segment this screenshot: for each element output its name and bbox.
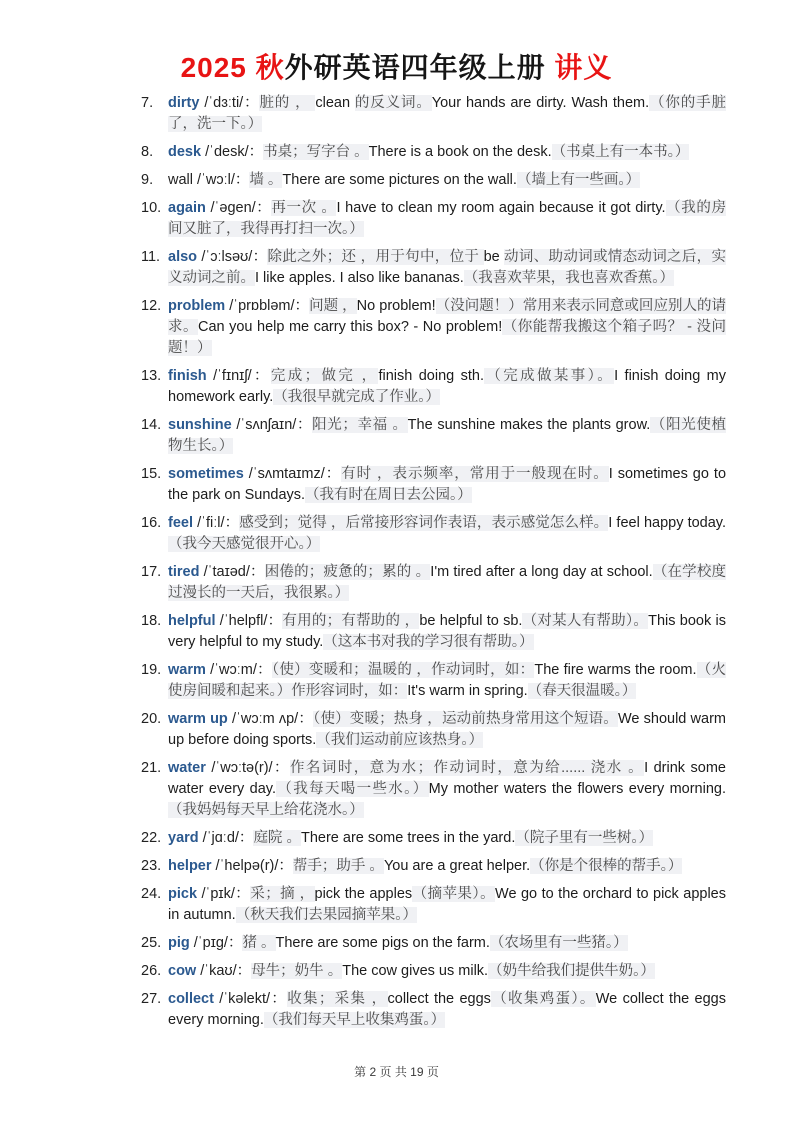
headword: desk bbox=[168, 144, 202, 160]
phonetic: /ˈwɔːm/： bbox=[205, 662, 272, 678]
definition-segment: Can you help me carry this box? - No problem! bbox=[198, 319, 503, 335]
item-number: 11. bbox=[141, 249, 161, 265]
headword: feel bbox=[168, 515, 193, 531]
phonetic: /ˈdɜːti/： bbox=[199, 95, 260, 111]
headword: collect bbox=[168, 991, 214, 1007]
headword: sunshine bbox=[168, 417, 232, 433]
definition-segment: I'm tired after a long day at school. bbox=[430, 564, 653, 580]
definition-segment: （我每天喝一些水。） bbox=[276, 781, 429, 797]
definition-segment: I have to clean my room again because it got dirty. bbox=[336, 200, 666, 216]
item-number: 7. bbox=[141, 95, 154, 111]
definition-segment: （你的手脏了，洗一下。） bbox=[168, 95, 727, 132]
headword: problem bbox=[168, 298, 226, 314]
definition-segment: （使）变暖；热身 ，运动前热身常用这个短语。 bbox=[313, 711, 618, 727]
headword: sometimes bbox=[168, 466, 244, 482]
definition-segment: You are a great helper. bbox=[383, 858, 531, 874]
phonetic: /ˈhelpə(r)/： bbox=[211, 858, 293, 874]
definition-segment: （我妈妈每天早上给花浇水。） bbox=[168, 802, 364, 818]
headword: warm bbox=[168, 662, 206, 678]
definition-segment: 除此之外；还 ，用于句中，位于 bbox=[267, 249, 484, 265]
definition-segment: 问题 ， bbox=[309, 298, 357, 314]
item-number: 23. bbox=[141, 858, 162, 874]
vocab-item bbox=[141, 856, 726, 877]
definition-segment: finish doing sth. bbox=[378, 368, 484, 384]
phonetic: /ˈhelpfl/： bbox=[215, 613, 283, 629]
definition-segment: There is a book on the desk. bbox=[368, 144, 552, 160]
definition-segment: （我很早就完成了作业。） bbox=[273, 389, 441, 405]
definition-segment: We collect the eggs every morning. bbox=[168, 991, 726, 1028]
phonetic: /ˈwɔːtə(r)/： bbox=[205, 760, 290, 776]
definition-segment: I finish doing my homework early. bbox=[168, 368, 726, 405]
headword: dirty bbox=[168, 95, 200, 111]
definition-segment: This book is very helpful to my study. bbox=[168, 613, 726, 650]
phonetic: /ˈprɒbləm/： bbox=[225, 298, 310, 314]
headword: water bbox=[168, 760, 206, 776]
definition-segment: （奶牛给我们提供牛奶。） bbox=[488, 963, 655, 979]
vocab-item bbox=[141, 828, 726, 849]
definition-segment: 作名词时，意为水；作动词时，意为给...... 浇水 。 bbox=[289, 760, 645, 776]
item-number: 18. bbox=[141, 613, 162, 629]
definition-segment: 阳光；幸福 。 bbox=[312, 417, 408, 433]
phonetic: /ˈtaɪəd/： bbox=[199, 564, 265, 580]
headword: finish bbox=[168, 368, 207, 384]
vocab-item bbox=[141, 758, 726, 821]
definition-segment: （收集鸡蛋）。 bbox=[490, 991, 596, 1007]
page-footer: 第 2 页 共 19 页 bbox=[354, 1065, 439, 1079]
definition-segment: （摘苹果）。 bbox=[412, 886, 496, 902]
headword: tired bbox=[168, 564, 200, 580]
headword: helpful bbox=[168, 613, 216, 629]
phonetic: /ˈfɪnɪʃ/： bbox=[206, 368, 271, 384]
item-number: 24. bbox=[141, 886, 162, 902]
definition-segment: No problem! bbox=[356, 298, 436, 314]
definition-segment: 脏的 ， bbox=[259, 95, 316, 111]
headword: yard bbox=[168, 830, 199, 846]
definition-segment: （完成做某事）。 bbox=[484, 368, 615, 384]
vocab-item bbox=[141, 513, 726, 555]
headword: warm up bbox=[168, 711, 228, 727]
definition-segment: 帮手；助手 。 bbox=[292, 858, 384, 874]
phonetic: /ˈəgen/： bbox=[205, 200, 272, 216]
definition-segment: There are some pictures on the wall. bbox=[282, 172, 517, 188]
title-year: 2025 秋 bbox=[180, 52, 285, 83]
definition-segment: （院子里有一些树。） bbox=[515, 830, 654, 846]
definition-segment: 困倦的；疲惫的；累的 。 bbox=[264, 564, 431, 580]
definition-segment: 采；摘 ， bbox=[250, 886, 315, 902]
item-number: 25. bbox=[141, 935, 162, 951]
item-number: 26. bbox=[141, 963, 162, 979]
phonetic: /ˈsʌmtaɪmz/： bbox=[243, 466, 342, 482]
phonetic: /ˈdesk/： bbox=[201, 144, 264, 160]
vocab-item bbox=[141, 709, 726, 751]
phonetic: /ˈwɔːm ʌp/： bbox=[227, 711, 314, 727]
phonetic: /ˈsʌnʃaɪn/： bbox=[231, 417, 313, 433]
definition-segment: （你是个很棒的帮手。） bbox=[530, 858, 683, 874]
item-number: 14. bbox=[141, 417, 162, 433]
vocab-item bbox=[141, 170, 726, 191]
vocab-item bbox=[141, 464, 726, 506]
phonetic: /ˈkaʊ/： bbox=[196, 963, 252, 979]
vocab-item bbox=[141, 366, 726, 408]
vocab-item bbox=[141, 884, 726, 926]
definition-segment: I feel happy today. bbox=[608, 515, 726, 531]
headword: cow bbox=[168, 963, 197, 979]
definition-segment: 再一次 。 bbox=[271, 200, 337, 216]
vocab-item bbox=[141, 93, 726, 135]
definition-segment: （我喜欢苹果，我也喜欢香蕉。） bbox=[463, 270, 675, 286]
item-number: 17. bbox=[141, 564, 162, 580]
definition-segment: 感受到；觉得 ，后常接形容词作表语，表示感觉怎么样。 bbox=[239, 515, 609, 531]
item-number: 13. bbox=[141, 368, 162, 384]
vocab-item bbox=[141, 611, 726, 653]
definition-segment: （使）变暖和；温暖的 ，作动词时，如： bbox=[271, 662, 535, 678]
headword: helper bbox=[168, 858, 212, 874]
definition-segment: be bbox=[483, 249, 505, 265]
vocab-item bbox=[141, 989, 726, 1031]
definition-segment: I sometimes go to the park on Sundays. bbox=[168, 466, 727, 503]
phonetic: /ˈɔːlsəʊ/： bbox=[197, 249, 268, 265]
headword: pick bbox=[168, 886, 198, 902]
definition-segment: （我今天感觉很开心。） bbox=[168, 536, 321, 552]
definition-segment: collect the eggs bbox=[387, 991, 491, 1007]
vocab-item bbox=[141, 660, 726, 702]
definition-segment: （春天很温暖。） bbox=[527, 683, 637, 699]
definition-segment: （这本书对我的学习很有帮助。） bbox=[323, 634, 534, 650]
headword: also bbox=[168, 249, 198, 265]
phonetic: /ˈkəlekt/： bbox=[213, 991, 288, 1007]
definition-segment: pick the apples bbox=[314, 886, 413, 902]
item-number: 27. bbox=[141, 991, 162, 1007]
definition-segment: Your hands are dirty. Wash them. bbox=[431, 95, 650, 111]
definition-segment: 猪 。 bbox=[242, 935, 276, 951]
definition-segment: 完成；做完 ， bbox=[270, 368, 379, 384]
definition-segment: （在学校度过漫长的一天后，我很累。） bbox=[168, 564, 727, 601]
definition-segment: clean bbox=[315, 95, 355, 111]
item-number: 8. bbox=[141, 144, 154, 160]
definition-segment: There are some pigs on the farm. bbox=[275, 935, 490, 951]
phonetic: /ˈfiːl/： bbox=[193, 515, 240, 531]
definition-segment: 书桌；写字台 。 bbox=[263, 144, 369, 160]
vocab-item bbox=[141, 247, 726, 289]
phonetic: /ˈwɔːl/： bbox=[192, 172, 250, 188]
definition-segment: （农场里有一些猪。） bbox=[489, 935, 628, 951]
vocab-item bbox=[141, 198, 726, 240]
definition-segment: 墙 。 bbox=[249, 172, 283, 188]
item-number: 19. bbox=[141, 662, 162, 678]
definition-segment: （书桌上有一本书。） bbox=[551, 144, 690, 160]
definition-segment: We should warm up before doing sports. bbox=[168, 711, 726, 748]
definition-segment: 有时 ，表示频率，常用于一般现在时。 bbox=[341, 466, 609, 482]
phonetic: /ˈpɪk/： bbox=[197, 886, 251, 902]
vocab-item bbox=[141, 933, 726, 954]
item-number: 22. bbox=[141, 830, 162, 846]
item-number: 10. bbox=[141, 200, 162, 216]
title-handout: 讲义 bbox=[545, 52, 613, 83]
definition-segment: （墙上有一些画。） bbox=[516, 172, 641, 188]
definition-segment: 庭院 。 bbox=[253, 830, 301, 846]
definition-segment: I drink some water every day. bbox=[168, 760, 726, 797]
headword: wall bbox=[168, 172, 193, 188]
phonetic: /ˈjɑːd/： bbox=[198, 830, 254, 846]
definition-segment: （我们每天早上收集鸡蛋。） bbox=[263, 1012, 446, 1028]
definition-segment: （我们运动前应该热身。） bbox=[316, 732, 484, 748]
phonetic: /ˈpɪg/： bbox=[189, 935, 243, 951]
definition-segment: （你能帮我搬这个箱子吗？ - 没问题！） bbox=[168, 319, 726, 356]
definition-segment: 的反义词。 bbox=[354, 95, 432, 111]
vocab-item bbox=[141, 296, 726, 359]
definition-segment: 收集；采集 ， bbox=[287, 991, 388, 1007]
vocab-item bbox=[141, 415, 726, 457]
definition-segment: （我的房间又脏了，我得再打扫一次。） bbox=[168, 200, 726, 237]
definition-segment: The fire warms the room. bbox=[534, 662, 697, 678]
headword: pig bbox=[168, 935, 190, 951]
title-book: 外研英语四年级上册 bbox=[284, 52, 546, 83]
definition-segment: There are some trees in the yard. bbox=[300, 830, 516, 846]
vocab-list bbox=[141, 93, 726, 1038]
definition-segment: The sunshine makes the plants grow. bbox=[407, 417, 651, 433]
headword: again bbox=[168, 200, 206, 216]
item-number: 16. bbox=[141, 515, 162, 531]
definition-segment: （没问题！）常用来表示同意或回应别人的请求。 bbox=[168, 298, 727, 335]
definition-segment: I like apples. I also like bananas. bbox=[255, 270, 464, 286]
definition-segment: It's warm in spring. bbox=[407, 683, 528, 699]
definition-segment: be helpful to sb. bbox=[419, 613, 523, 629]
definition-segment: 有用的；有帮助的 ， bbox=[282, 613, 420, 629]
item-number: 15. bbox=[141, 466, 162, 482]
definition-segment: （我有时在周日去公园。） bbox=[305, 487, 472, 503]
vocab-item bbox=[141, 961, 726, 982]
page-title bbox=[0, 46, 793, 86]
definition-segment: （秋天我们去果园摘苹果。） bbox=[235, 907, 417, 923]
definition-segment: （阳光使植物生长。） bbox=[168, 417, 727, 454]
item-number: 21. bbox=[141, 760, 162, 776]
definition-segment: My mother waters the flowers every morning. bbox=[428, 781, 726, 797]
item-number: 9. bbox=[141, 172, 154, 188]
definition-segment: 动词、助动词或情态动词之后，实义动词之前。 bbox=[168, 249, 726, 286]
definition-segment: 母牛；奶牛 。 bbox=[251, 963, 343, 979]
item-number: 20. bbox=[141, 711, 162, 727]
definition-segment: The cow gives us milk. bbox=[342, 963, 489, 979]
definition-segment: （火使房间暖和起来。）作形容词时，如： bbox=[168, 662, 726, 699]
definition-segment: We go to the orchard to pick apples in autumn. bbox=[168, 886, 726, 923]
vocab-item bbox=[141, 142, 726, 163]
item-number: 12. bbox=[141, 298, 162, 314]
vocab-item bbox=[141, 562, 726, 604]
definition-segment: （对某人有帮助）。 bbox=[522, 613, 649, 629]
